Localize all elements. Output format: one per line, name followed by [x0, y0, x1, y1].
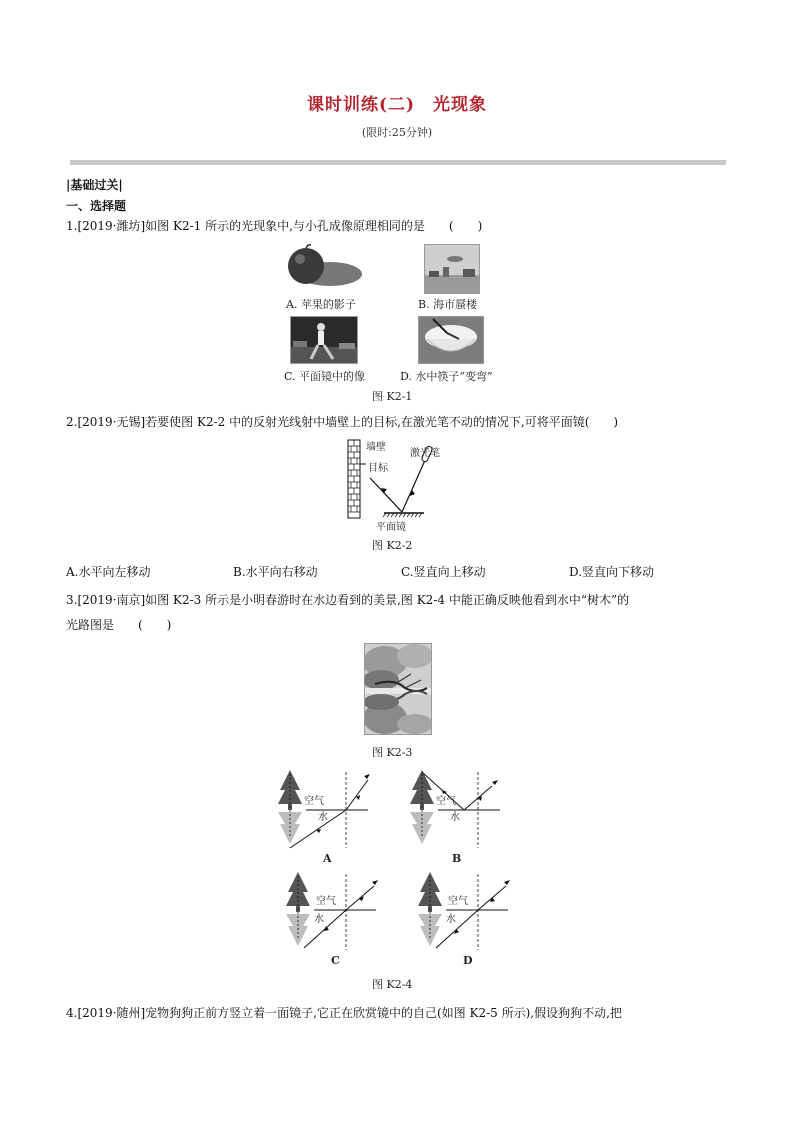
q1-option-a: A. 苹果的影子 — [286, 298, 356, 311]
wall-label: 墙壁 — [366, 442, 386, 453]
figure-k2-4-caption: 图 K2-4 — [372, 978, 413, 991]
diagram-label-b: B — [452, 852, 462, 865]
q2-option-d: D.竖直向下移动 — [569, 565, 655, 579]
diagram-label-d: D — [463, 954, 473, 967]
tree-reflection-photo — [364, 643, 432, 735]
water-label-c: 水 — [314, 914, 324, 925]
water-label-a: 水 — [318, 812, 328, 823]
water-label-b: 水 — [450, 812, 460, 823]
apple-shadow-photo — [284, 244, 364, 290]
q1-option-d: D. 水中筷子“变弯” — [400, 370, 493, 383]
question-3-line-1: 3.[2019·南京]如图 K2-3 所示是小明春游时在水边看到的美景,图 K2-4 中能正确反映他看到水中“树木”的 — [66, 593, 630, 607]
air-label-a: 空气 — [304, 796, 324, 807]
air-label-c: 空气 — [316, 896, 336, 907]
q1-option-c: C. 平面镜中的像 — [284, 370, 366, 383]
mirage-photo — [424, 244, 480, 294]
air-label-b: 空气 — [436, 796, 456, 807]
question-2: 2.[2019·无锡]若要使图 K2-2 中的反射光线射中墙壁上的目标,在激光笔不动的情况下,可将平面镜( ) — [66, 415, 619, 429]
figure-k2-3-caption: 图 K2-3 — [372, 746, 413, 759]
chopsticks-photo — [418, 316, 484, 364]
diagram-label-c: C — [331, 954, 340, 967]
water-label-d: 水 — [446, 914, 456, 925]
question-3-line-2: 光路图是 ( ) — [66, 618, 172, 632]
question-4: 4.[2019·随州]宠物狗狗正前方竖立着一面镜子,它正在欣赏镜中的自己(如图 K2-5 所示),假设狗狗不动,把 — [66, 1006, 622, 1020]
question-1: 1.[2019·潍坊]如图 K2-1 所示的光现象中,与小孔成像原理相同的是 ( ) — [66, 219, 483, 233]
time-limit: (限时:25分钟) — [361, 126, 433, 139]
mirror-photo — [290, 316, 358, 364]
target-label: 目标 — [368, 463, 388, 474]
q2-option-c: C.竖直向上移动 — [401, 565, 486, 579]
q2-option-b: B.水平向右移动 — [233, 565, 318, 579]
ray-diagram-d — [416, 868, 516, 952]
q1-option-b: B. 海市蜃楼 — [418, 298, 478, 311]
section-heading: 一、选择题 — [66, 199, 127, 213]
figure-k2-1-caption: 图 K2-1 — [372, 390, 413, 403]
section-label: |基础过关| — [66, 178, 123, 192]
header-divider — [70, 160, 726, 165]
q2-option-a: A.水平向左移动 — [66, 565, 151, 579]
air-label-d: 空气 — [448, 896, 468, 907]
figure-k2-2-caption: 图 K2-2 — [372, 539, 413, 552]
diagram-label-a: A — [323, 852, 332, 865]
ray-diagram-c — [284, 868, 384, 952]
laser-label: 激光笔 — [410, 448, 440, 459]
mirror-label: 平面镜 — [376, 522, 406, 533]
page-title: 课时训练(二) 光现象 — [306, 95, 488, 115]
